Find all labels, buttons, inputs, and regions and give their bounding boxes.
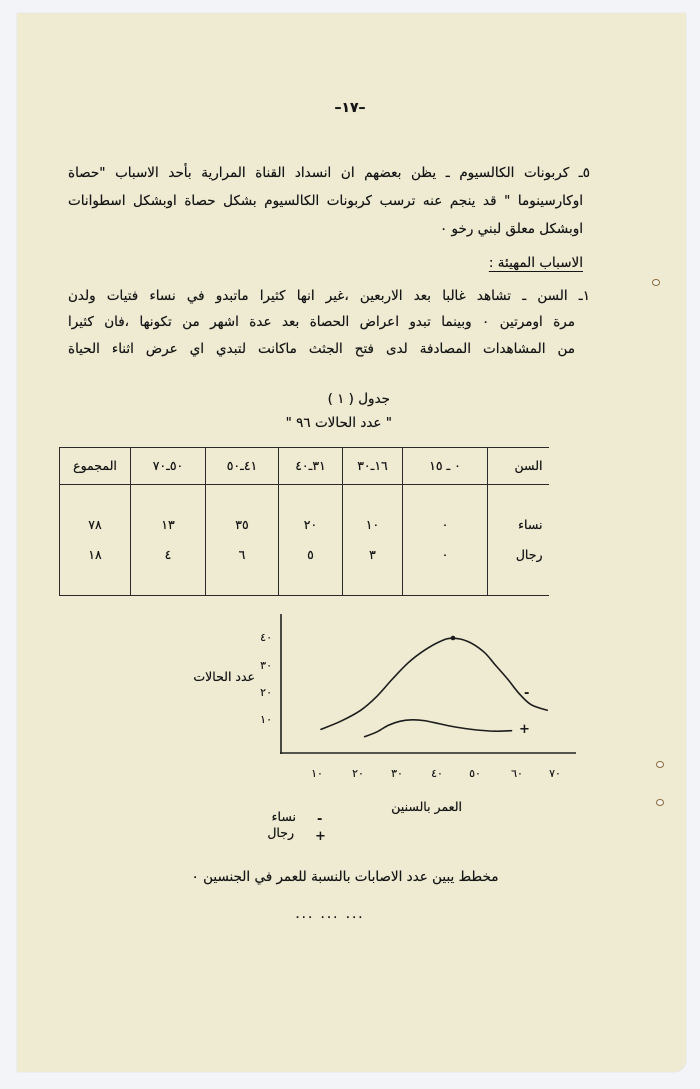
header-col: ١٦ـ٣٠ [343, 448, 403, 485]
header-col: ٣١ـ٤٠ [279, 448, 343, 485]
y-tick-label: ٤٠ [260, 631, 272, 644]
header-col: ٥٠ـ٧٠ [131, 448, 206, 485]
x-axis-title: العمر بالسنين [391, 799, 462, 814]
table-header-row [60, 448, 549, 485]
legend-marker-men: + [315, 829, 326, 844]
table-title: جدول ( ١ ) [327, 391, 390, 407]
section-heading: الاسباب المهيئة : [488, 255, 583, 271]
peak-marker [451, 636, 456, 641]
cases-table [59, 447, 549, 596]
table-cell: ٠ [403, 485, 488, 540]
punch-hole [652, 279, 660, 286]
table-cell: ٦ [206, 539, 279, 596]
men-series-marker: + [519, 722, 530, 737]
paragraph-line: مرة اومرتين ٠ وبينما تبدو اعراض الحصاة بعد عدة اشهر من تكونها ،فان كثيرا [68, 314, 575, 330]
y-tick-label: ٣٠ [260, 659, 272, 672]
table-cell-total: ١٨ [60, 539, 131, 596]
paragraph-line: من المشاهدات المصادفة لدى فتح الجثث ماكانت لتبدي اي عرض اثناء الحياة [68, 341, 575, 357]
header-total: المجموع [60, 448, 131, 485]
table-cell-total: ٧٨ [60, 485, 131, 540]
table-cell: ٣ [343, 539, 403, 596]
y-tick-label: ١٠ [260, 713, 272, 726]
x-tick-label: ٢٠ [352, 767, 364, 780]
header-col: ٠ ـ ١٥ [403, 448, 488, 485]
paragraph-line: ٥ـ كربونات الكالسيوم ـ يظن بعضهم ان انسداد القناة المرارية بأحد الاسباب "حصاة [68, 165, 590, 181]
x-tick-label: ٧٠ [549, 767, 561, 780]
table-cell: ١٠ [343, 485, 403, 540]
x-tick-label: ٦٠ [511, 767, 523, 780]
table-row [60, 485, 549, 540]
paragraph-line: ١ـ السن ـ تشاهد غالبا بعد الاربعين ،غير انها كثيرا ماتبدو في نساء فتيات ولدن [68, 288, 590, 304]
paragraph-line: اوبشكل معلق لبني رخو ٠ [439, 221, 583, 237]
legend-label-men: رجال [267, 825, 294, 840]
chart-plot [240, 605, 590, 765]
table-cell: ٤ [131, 539, 206, 596]
page-number: –١٧– [334, 100, 366, 116]
x-tick-label: ٥٠ [469, 767, 481, 780]
legend-label-women: نساء [271, 809, 296, 824]
table-subtitle: " عدد الحالات ٩٦ " [285, 415, 392, 431]
chart-caption: مخطط يبين عدد الاصابات بالنسبة للعمر في الجنسين ٠ [191, 869, 499, 885]
table-row [60, 539, 549, 596]
x-tick-label: ٤٠ [431, 767, 443, 780]
table-cell: ٢٠ [279, 485, 343, 540]
end-dots: ... ... ... [295, 906, 365, 922]
y-axis-title: عدد الحالات [193, 669, 255, 684]
header-col: ٤١ـ٥٠ [206, 448, 279, 485]
x-tick-label: ٣٠ [391, 767, 403, 780]
punch-hole [656, 799, 664, 806]
table-cell: ٠ [403, 539, 488, 596]
row-label: نساء [488, 485, 549, 540]
y-tick-label: ٢٠ [260, 686, 272, 699]
women-curve [321, 638, 547, 729]
header-age: السن [488, 448, 549, 485]
table-cell: ٥ [279, 539, 343, 596]
paragraph-line: اوكارسينوما " قد ينجم عنه ترسب كربونات الكالسيوم بشكل حصاة اوبشكل اسطوانات [68, 193, 583, 209]
table-cell: ١٣ [131, 485, 206, 540]
legend-marker-women: - [317, 812, 323, 827]
men-curve [365, 720, 512, 737]
punch-hole [656, 761, 664, 768]
table-cell: ٣٥ [206, 485, 279, 540]
x-tick-label: ١٠ [311, 767, 323, 780]
row-label: رجال [488, 539, 549, 596]
women-series-marker: - [524, 686, 530, 701]
